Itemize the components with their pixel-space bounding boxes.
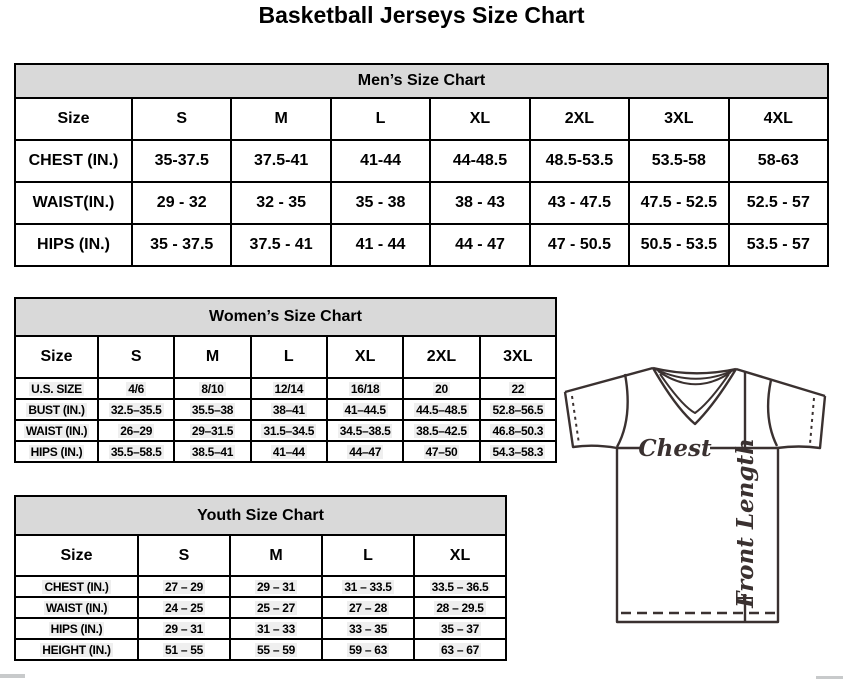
size-value-text: 63 – 67 bbox=[441, 642, 479, 657]
size-value bbox=[138, 576, 230, 597]
column-header: M bbox=[174, 336, 250, 378]
size-value: 47 - 50.5 bbox=[530, 224, 629, 266]
size-value-text: 16/18 bbox=[350, 381, 380, 396]
size-value bbox=[174, 399, 250, 420]
column-header: XL bbox=[430, 98, 529, 140]
front-length-label: Front Length bbox=[732, 438, 759, 608]
column-header: XL bbox=[414, 535, 506, 576]
chest-label: Chest bbox=[638, 435, 712, 462]
size-value: 50.5 - 53.5 bbox=[629, 224, 728, 266]
mens-size-table bbox=[14, 63, 829, 267]
size-value-text: 38.5–41 bbox=[191, 444, 234, 459]
size-value-text: 25 – 27 bbox=[257, 600, 295, 615]
table-row bbox=[15, 639, 506, 660]
size-value-text: 52.8–56.5 bbox=[492, 402, 544, 417]
size-value bbox=[322, 576, 414, 597]
size-value bbox=[230, 576, 322, 597]
size-value-text: 34.5–38.5 bbox=[339, 423, 391, 438]
size-value bbox=[480, 399, 556, 420]
size-value bbox=[322, 639, 414, 660]
left-cuff-dashes bbox=[572, 396, 579, 444]
column-header: M bbox=[230, 535, 322, 576]
column-header: S bbox=[132, 98, 231, 140]
size-value: 53.5-58 bbox=[629, 140, 728, 182]
size-value: 37.5-41 bbox=[231, 140, 330, 182]
size-value-text: 29 – 31 bbox=[165, 621, 203, 636]
size-value bbox=[251, 441, 327, 462]
table-title: Women’s Size Chart bbox=[15, 298, 556, 336]
size-value bbox=[174, 378, 250, 399]
size-value bbox=[327, 441, 403, 462]
size-value-text: 35 – 37 bbox=[441, 621, 479, 636]
right-sleeve-outline bbox=[777, 396, 825, 448]
size-value-text: 12/14 bbox=[274, 381, 304, 396]
size-value bbox=[98, 441, 174, 462]
size-value: 37.5 - 41 bbox=[231, 224, 330, 266]
size-value bbox=[403, 420, 479, 441]
size-value-text: 22 bbox=[511, 381, 525, 396]
size-value bbox=[174, 441, 250, 462]
size-value-text: 31 – 33 bbox=[257, 621, 295, 636]
table-row bbox=[15, 140, 828, 182]
size-value bbox=[322, 618, 414, 639]
row-label-text: U.S. SIZE bbox=[31, 381, 82, 396]
size-value bbox=[98, 399, 174, 420]
table-row bbox=[15, 441, 556, 462]
row-label-text: BUST (IN.) bbox=[28, 402, 85, 417]
youth-size-table bbox=[14, 495, 507, 661]
size-value bbox=[414, 639, 506, 660]
row-label bbox=[15, 420, 98, 441]
size-value-text: 35.5–58.5 bbox=[110, 444, 162, 459]
size-value-text: 47–50 bbox=[425, 444, 458, 459]
table-row bbox=[15, 399, 556, 420]
size-value bbox=[414, 597, 506, 618]
size-value: 58-63 bbox=[729, 140, 828, 182]
size-value: 41 - 44 bbox=[331, 224, 430, 266]
size-value bbox=[138, 618, 230, 639]
size-value-text: 24 – 25 bbox=[165, 600, 203, 615]
row-label-text: HIPS (IN.) bbox=[30, 444, 83, 459]
size-value: 53.5 - 57 bbox=[729, 224, 828, 266]
size-value bbox=[138, 639, 230, 660]
size-value-text: 51 – 55 bbox=[165, 642, 203, 657]
row-label: CHEST (IN.) bbox=[15, 140, 132, 182]
page-title: Basketball Jerseys Size Chart bbox=[258, 2, 585, 28]
column-header: 2XL bbox=[530, 98, 629, 140]
size-value-text: 8/10 bbox=[201, 381, 224, 396]
row-label: WAIST(IN.) bbox=[15, 182, 132, 224]
column-header: XL bbox=[327, 336, 403, 378]
size-value bbox=[230, 597, 322, 618]
right-armhole-seam bbox=[768, 380, 777, 446]
size-value: 35 - 38 bbox=[331, 182, 430, 224]
size-value bbox=[98, 420, 174, 441]
left-armhole-seam bbox=[617, 374, 628, 447]
size-value: 47.5 - 52.5 bbox=[629, 182, 728, 224]
scrollbar-fragment-left[interactable] bbox=[0, 674, 25, 678]
table-title: Youth Size Chart bbox=[15, 496, 506, 535]
row-label bbox=[15, 441, 98, 462]
size-value bbox=[251, 378, 327, 399]
size-value bbox=[230, 618, 322, 639]
size-value bbox=[414, 576, 506, 597]
size-value-text: 31.5–34.5 bbox=[263, 423, 315, 438]
size-value bbox=[174, 420, 250, 441]
size-value-text: 29–31.5 bbox=[191, 423, 234, 438]
size-value bbox=[480, 441, 556, 462]
size-value-text: 4/6 bbox=[128, 381, 145, 396]
size-value bbox=[98, 378, 174, 399]
right-cuff-dashes bbox=[810, 398, 814, 444]
left-shoulder-line bbox=[565, 368, 653, 392]
size-value-text: 44–47 bbox=[349, 444, 382, 459]
size-value-text: 28 – 29.5 bbox=[436, 600, 484, 615]
column-header: Size bbox=[15, 98, 132, 140]
size-value-text: 44.5–48.5 bbox=[416, 402, 467, 417]
row-label: HIPS (IN.) bbox=[15, 224, 132, 266]
size-value bbox=[251, 420, 327, 441]
row-label bbox=[15, 618, 138, 639]
size-value: 32 - 35 bbox=[231, 182, 330, 224]
size-value: 35-37.5 bbox=[132, 140, 231, 182]
column-header: Size bbox=[15, 535, 138, 576]
size-value bbox=[138, 597, 230, 618]
size-value: 43 - 47.5 bbox=[530, 182, 629, 224]
size-value bbox=[403, 399, 479, 420]
size-value: 52.5 - 57 bbox=[729, 182, 828, 224]
size-value-text: 33 – 35 bbox=[349, 621, 387, 636]
womens-size-table bbox=[14, 297, 557, 463]
size-value-text: 38–41 bbox=[272, 402, 305, 417]
size-value bbox=[414, 618, 506, 639]
size-value bbox=[480, 378, 556, 399]
size-value-text: 27 – 28 bbox=[349, 600, 387, 615]
row-label-text: WAIST (IN.) bbox=[25, 423, 88, 438]
size-value bbox=[251, 399, 327, 420]
jersey-measurement-diagram bbox=[552, 360, 832, 630]
size-value bbox=[403, 378, 479, 399]
table-row bbox=[15, 224, 828, 266]
right-shoulder-line bbox=[736, 369, 825, 396]
size-value-text: 27 – 29 bbox=[165, 579, 203, 594]
size-value: 29 - 32 bbox=[132, 182, 231, 224]
size-value bbox=[327, 378, 403, 399]
column-header: M bbox=[231, 98, 330, 140]
size-value-text: 55 – 59 bbox=[257, 642, 295, 657]
row-label bbox=[15, 576, 138, 597]
size-value-text: 35.5–38 bbox=[191, 402, 234, 417]
table-row bbox=[15, 576, 506, 597]
row-label-text: HIPS (IN.) bbox=[50, 621, 103, 636]
column-header: S bbox=[138, 535, 230, 576]
size-value-text: 46.8–50.3 bbox=[492, 423, 544, 438]
size-value-text: 31 – 33.5 bbox=[344, 579, 392, 594]
column-header: 3XL bbox=[480, 336, 556, 378]
row-label bbox=[15, 597, 138, 618]
column-header: L bbox=[322, 535, 414, 576]
row-label bbox=[15, 399, 98, 420]
size-value bbox=[230, 639, 322, 660]
size-value-text: 20 bbox=[435, 381, 448, 396]
size-value: 38 - 43 bbox=[430, 182, 529, 224]
column-header: S bbox=[98, 336, 174, 378]
column-header: L bbox=[331, 98, 430, 140]
size-value-text: 26–29 bbox=[120, 423, 153, 438]
column-header: Size bbox=[15, 336, 98, 378]
size-value: 41-44 bbox=[331, 140, 430, 182]
table-row bbox=[15, 420, 556, 441]
column-header: 2XL bbox=[403, 336, 479, 378]
size-value bbox=[327, 399, 403, 420]
column-header: 4XL bbox=[729, 98, 828, 140]
row-label-text: CHEST (IN.) bbox=[44, 579, 109, 594]
table-title: Men’s Size Chart bbox=[15, 64, 828, 98]
table-row bbox=[15, 597, 506, 618]
table-row bbox=[15, 378, 556, 399]
row-label bbox=[15, 378, 98, 399]
table-row bbox=[15, 618, 506, 639]
row-label bbox=[15, 639, 138, 660]
left-sleeve-outline bbox=[565, 392, 617, 448]
size-value-text: 59 – 63 bbox=[349, 642, 387, 657]
size-value bbox=[327, 420, 403, 441]
column-header: 3XL bbox=[629, 98, 728, 140]
table-row bbox=[15, 182, 828, 224]
row-label-text: HEIGHT (IN.) bbox=[42, 642, 111, 657]
size-value: 44-48.5 bbox=[430, 140, 529, 182]
size-value-text: 38.5–42.5 bbox=[416, 423, 467, 438]
size-value-text: 29 – 31 bbox=[257, 579, 295, 594]
row-label-text: WAIST (IN.) bbox=[45, 600, 108, 615]
size-value bbox=[480, 420, 556, 441]
size-value bbox=[322, 597, 414, 618]
size-value-text: 32.5–35.5 bbox=[110, 402, 162, 417]
size-value-text: 41–44.5 bbox=[344, 402, 386, 417]
size-value-text: 41–44 bbox=[272, 444, 305, 459]
size-value-text: 33.5 – 36.5 bbox=[431, 579, 489, 594]
size-value bbox=[403, 441, 479, 462]
size-value: 48.5-53.5 bbox=[530, 140, 629, 182]
size-value-text: 54.3–58.3 bbox=[492, 444, 544, 459]
column-header: L bbox=[251, 336, 327, 378]
size-value: 44 - 47 bbox=[430, 224, 529, 266]
size-value: 35 - 37.5 bbox=[132, 224, 231, 266]
